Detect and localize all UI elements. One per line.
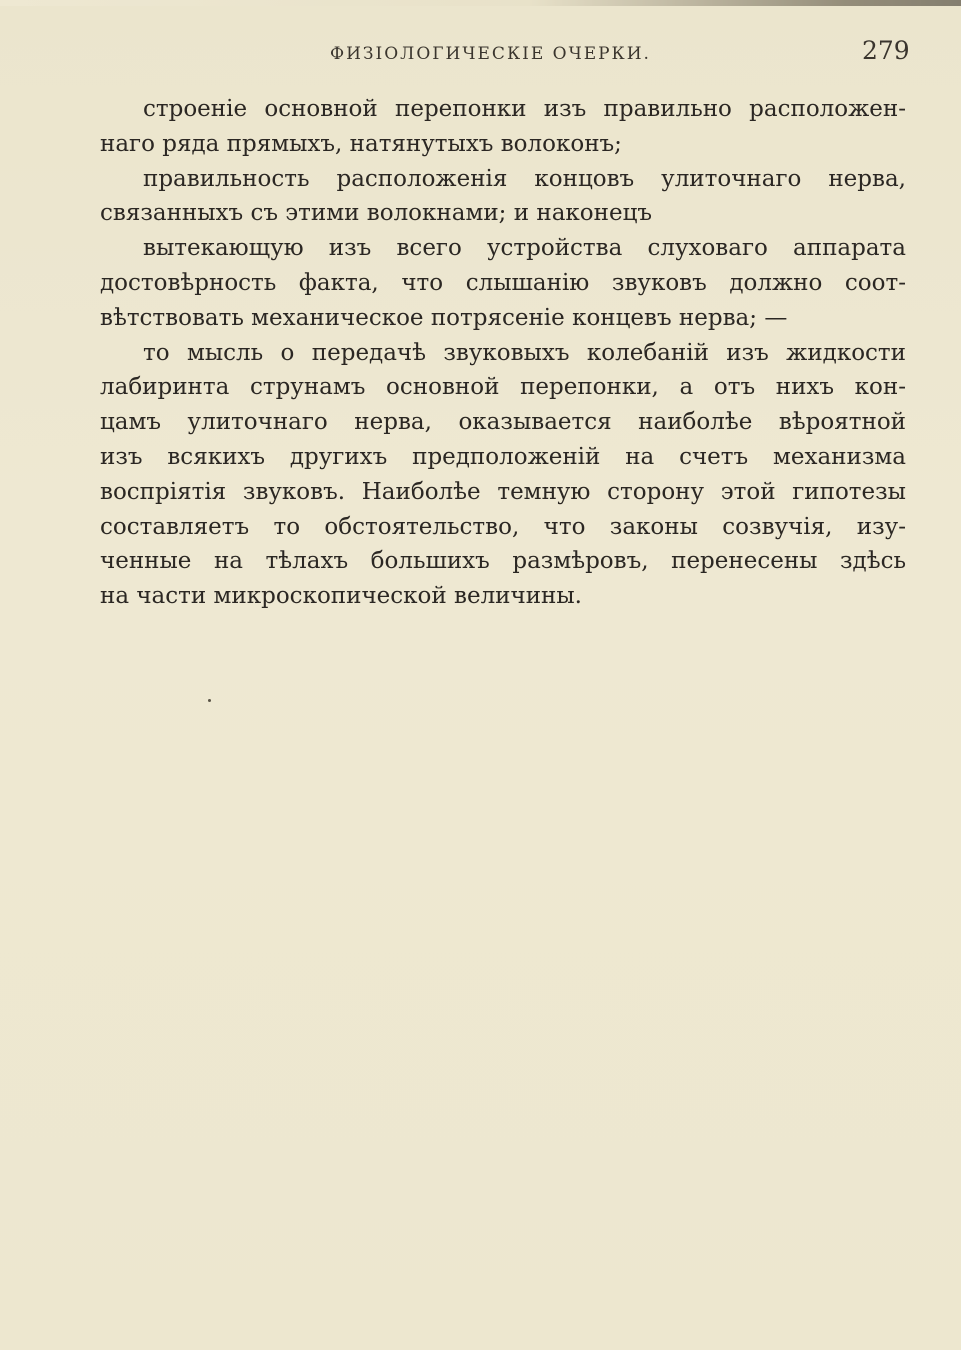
- text-line: то мысль о передачѣ звуковыхъ колебаній изъ жидкости: [143, 339, 906, 366]
- text-line: строеніе основной перепонки изъ правильно расположен-: [143, 96, 906, 122]
- text-line: составляетъ то обстоятельство, что законы созвучія, изу-: [100, 513, 906, 540]
- text-line: лабиринта струнамъ основной перепонки, а отъ нихъ кон-: [100, 374, 906, 401]
- text-line: наго ряда прямыхъ, натянутыхъ волоконъ;: [100, 130, 622, 157]
- text-line: ченные на тѣлахъ большихъ размѣровъ, перенесены здѣсь: [100, 548, 906, 575]
- text-line: цамъ улиточнаго нерва, оказывается наиболѣе вѣроятной: [100, 409, 906, 436]
- text-line: вѣтствовать механическое потрясеніе концевъ нерва; —: [100, 304, 788, 331]
- text-line: связанныхъ съ этими волокнами; и наконецъ: [100, 200, 652, 227]
- text-line: воспріятія звуковъ. Наиболѣе темную сторону этой гипотезы: [100, 478, 906, 505]
- text-line: достовѣрность факта, что слышанію звуковъ должно соот-: [100, 269, 906, 296]
- body-text: [100, 92, 906, 614]
- paper-speck: [208, 699, 211, 702]
- text-line: изъ всякихъ другихъ предположеній на счетъ механизма: [100, 443, 906, 470]
- text-line: вытекающую изъ всего устройства слуховаго аппарата: [143, 235, 906, 262]
- running-header-title: ФИЗІОЛОГИЧЕСКІЕ ОЧЕРКИ.: [330, 44, 651, 64]
- page-number: 279: [862, 36, 910, 65]
- text-line: на части микроскопической величины.: [100, 583, 582, 610]
- page-edge-shadow: [0, 0, 961, 6]
- text-line: правильность расположенія концовъ улиточнаго нерва,: [143, 165, 906, 192]
